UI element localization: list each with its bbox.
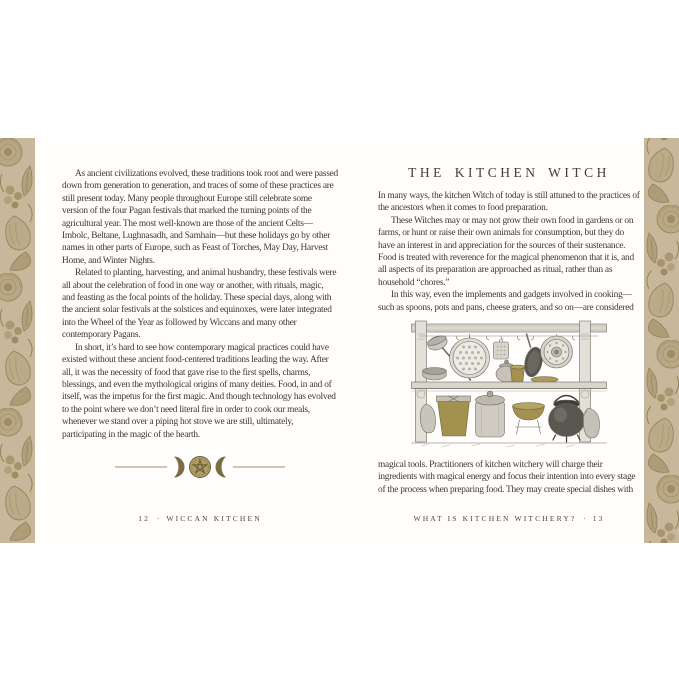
book-spread xyxy=(0,138,679,543)
right-page-continuation-text xyxy=(378,459,640,496)
paragraph: In short, it’s hard to see how contemporary magical practices could have existed without these ancient food-centered traditions leading the way. After all, it was the necessity of food that gave rise to the first spells, charms, blessings, and even the mythological origins of many deities. Food, in and of itself, was the impetus for the first magic. And though technology has evolved to the point where we don’t need literal fire in order to cook our meals, whenever we stand over a piping hot stove we are still, ultimately, participating in the magic of the hearth. xyxy=(62,342,336,440)
footer-separator: · xyxy=(583,515,586,523)
paragraph: Related to planting, harvesting, and animal husbandry, these festivals were all about the celebration of food in one way or another, with rituals, magic, and feasting as the focal points of the holiday. These special days, along with the ancient solar festivals at the solstices and equinoxes, were later integrated into the Wheel of the Year as followed by Wiccans and many other contemporary Pagans. xyxy=(62,268,337,341)
running-book-title: WICCAN KITCHEN xyxy=(166,514,262,523)
running-chapter-title: WHAT IS KITCHEN WITCHERY? xyxy=(413,514,577,523)
right-page-footer xyxy=(378,514,640,523)
left-page xyxy=(62,138,338,543)
paragraph: In this way, even the implements and gadgets involved in cooking—such as spoons, pots and pans, cheese graters, and so on—are considered xyxy=(378,290,634,313)
chapter-heading: THE KITCHEN WITCH xyxy=(408,165,610,180)
paragraph: As ancient civilizations evolved, these traditions took root and were passed down from generation to generation, and traces of some of these practices are still present today. Many people throughout Europe still celebrate some version of the four Pagan festivals that marked the turning points of the agricultural year. The most well-known are those of the ancient Celts—Imbolc, Beltane, Lughnasadh, and Samhain—but these holidays go by other names in other parts of Europe, such as Feast of Torches, May Day, Harvest Home, and Winter Nights. xyxy=(62,169,338,266)
paragraph: magical tools. Practitioners of kitchen witchery will charge their ingredients with magical energy and focus their intention into every stage of the process when preparing food. They may create special dishes with xyxy=(378,460,636,495)
right-page xyxy=(378,138,640,543)
botanical-engraving-border-left-icon xyxy=(0,138,35,543)
left-page-footer xyxy=(62,514,338,523)
triple-moon-pentacle-icon xyxy=(62,455,338,479)
right-page-body-text xyxy=(378,190,640,314)
kitchen-rack-engraving-illustration xyxy=(411,319,607,453)
paragraph: These Witches may or may not grow their own food in gardens or on farms, or hunt or raise their own animals for consumption, but they do have an interest in and appreciation for the sources of their sustenance. Food is treated with reverence for the magical phenomenon that it is, and all aspects of its preparation are approached as ritual, rather than as household “chores.” xyxy=(378,215,634,288)
botanical-engraving-border-right-icon xyxy=(644,138,679,543)
page-number: 13 xyxy=(592,514,605,523)
footer-separator: · xyxy=(157,515,160,523)
page-number: 12 xyxy=(138,514,151,523)
paragraph: In many ways, the kitchen Witch of today is still attuned to the practices of the ancestors when it comes to food preparation. xyxy=(378,191,640,214)
left-page-body-text xyxy=(62,138,338,441)
